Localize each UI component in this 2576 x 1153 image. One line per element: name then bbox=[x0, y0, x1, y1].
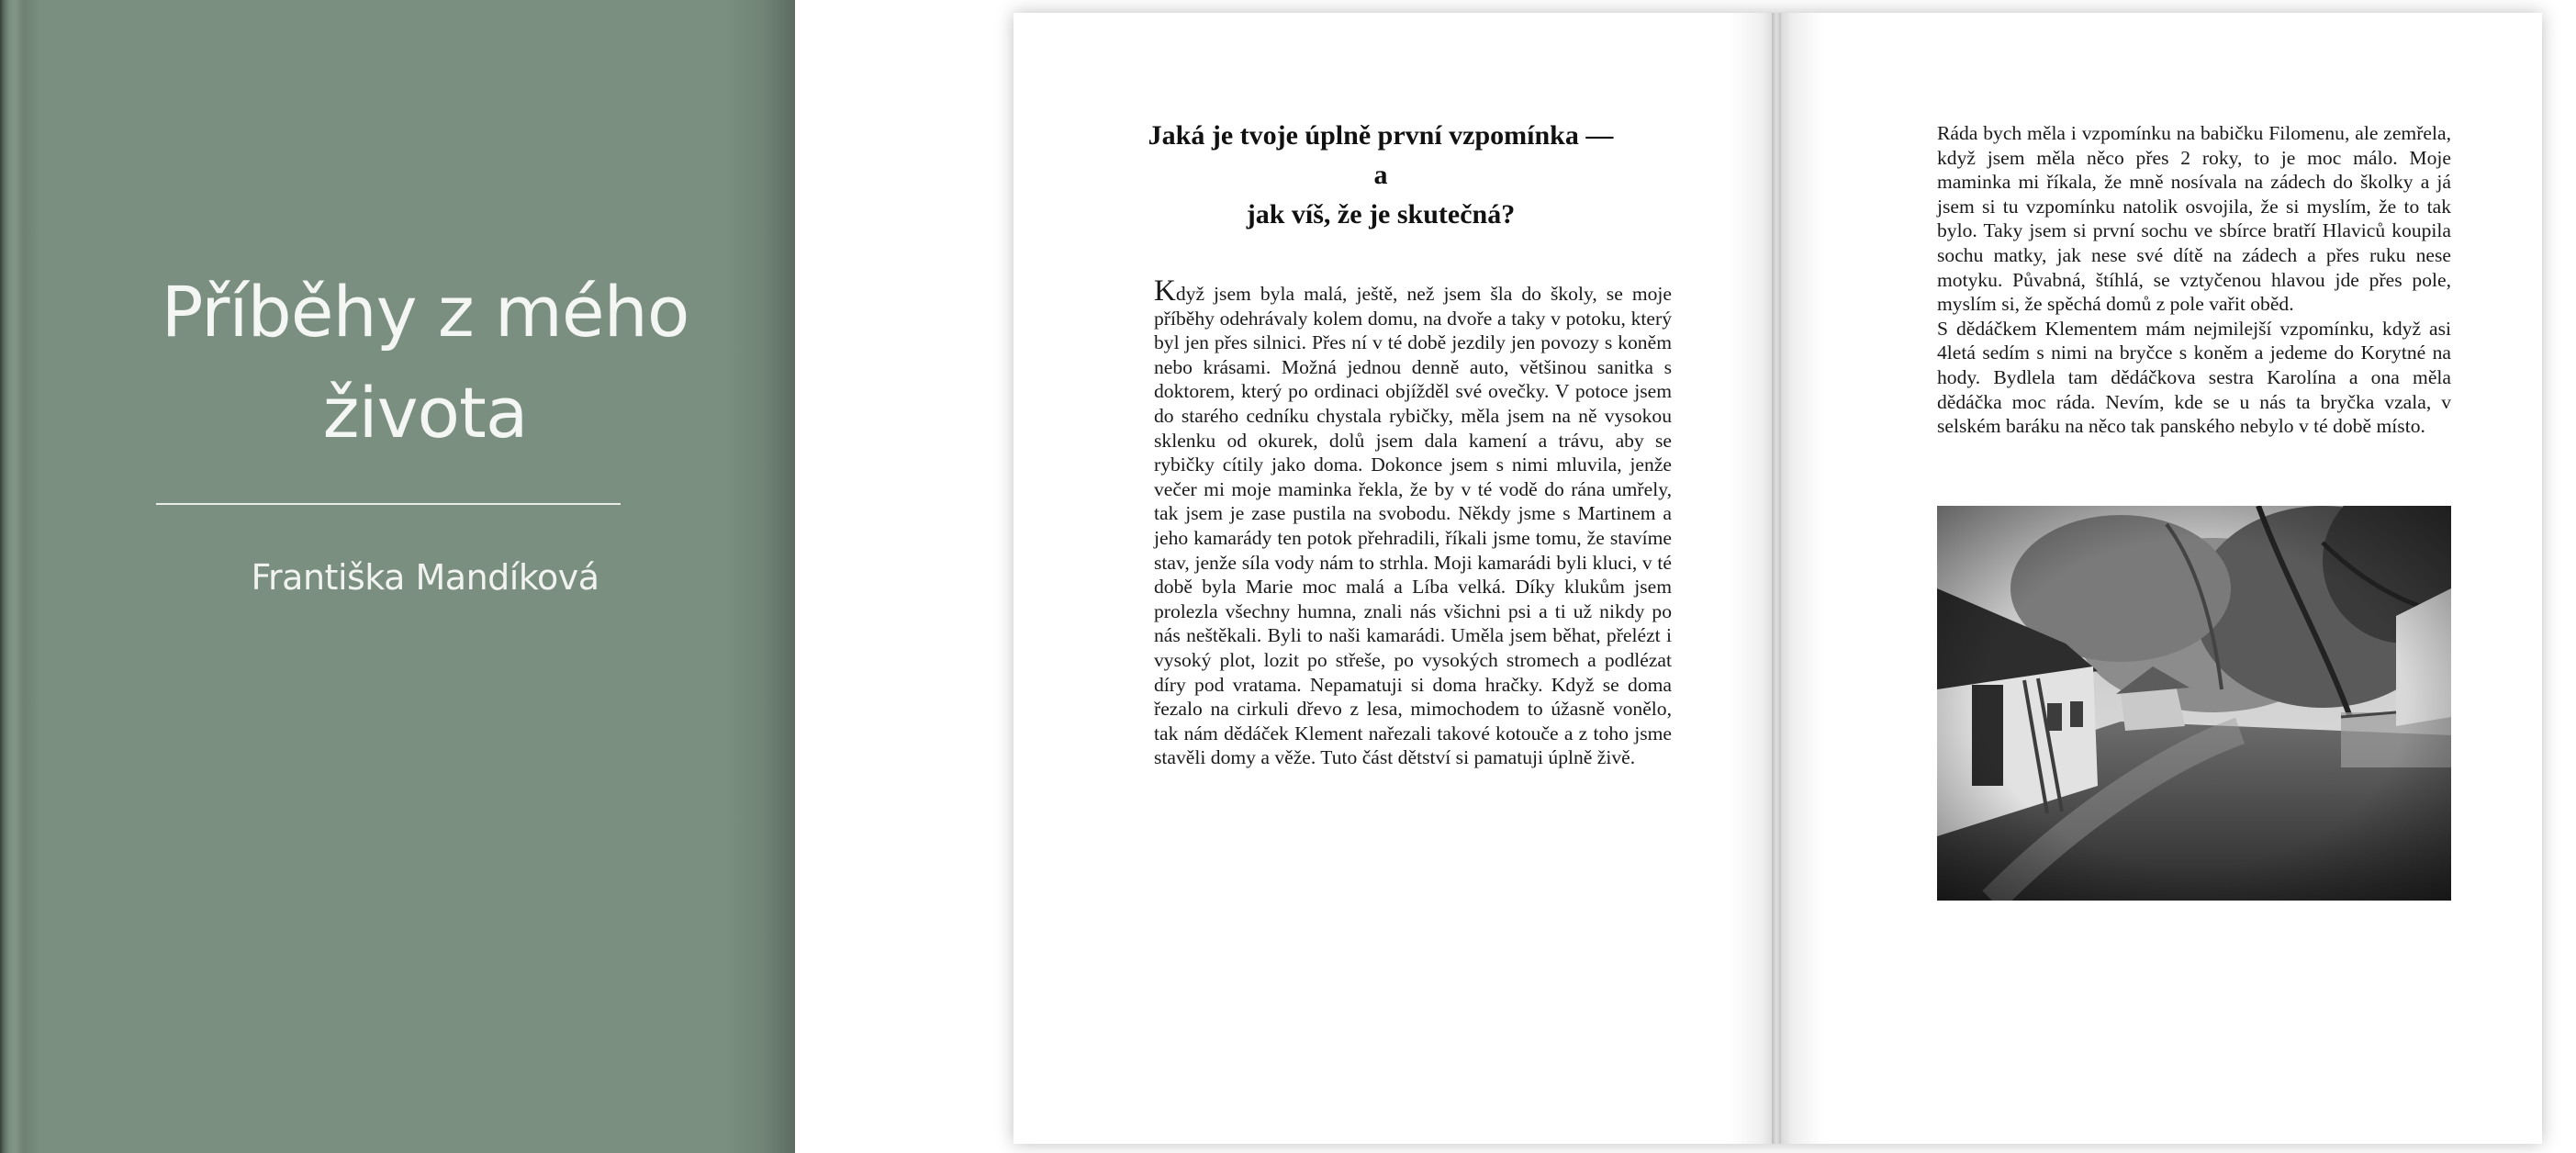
left-page[interactable] bbox=[1014, 13, 1775, 1144]
question-line-1: Jaká je tvoje úplně první vzpomínka — a bbox=[1148, 120, 1614, 190]
book-spread bbox=[1014, 13, 2542, 1144]
cover-title-line-1: Příběhy z mého bbox=[161, 271, 689, 353]
cover-author: Františka Mandíková bbox=[251, 557, 599, 598]
question-heading bbox=[1142, 116, 1619, 234]
cover-title bbox=[55, 262, 795, 464]
question-line-2: jak víš, že je skutečná? bbox=[1246, 199, 1516, 229]
cover-title-line-2: života bbox=[322, 372, 528, 453]
village-courtyard-photo bbox=[1937, 506, 2451, 901]
memory-text bbox=[1937, 121, 2451, 439]
right-page[interactable] bbox=[1779, 13, 2542, 1144]
cover-divider bbox=[156, 503, 621, 505]
memory-paragraph-2: S dědáčkem Klementem mám nejmilejší vzpomínku, když asi 4letá sedím s nimi na bryčce s koněm a jedeme do Korytné na hody. Bydlela tam dědáčkova sestra Karolína a ona měla dědáčka moc ráda. Nevím, kde se u nás ta bryčka vzala, v selském baráku na něco tak panského nebylo v té době místo. bbox=[1937, 317, 2451, 438]
story-body: dyž jsem byla malá, ještě, než jsem šla do školy, se moje příběhy odehrávaly kolem domu, na dvoře a taky v potoku, který byl jen přes silnici. Přes ní v té době jezdily jen povozy s koněm nebo krásami. Možná jednou denně auto, většinou sanitka s doktorem, který po ordinaci objížděl své ovečky. V potoce jsem do starého cedníku chystala rybičky, měla jsem na ně vysokou sklenku od okurek, dolů jsem dala kamení a trávu, aby se rybičky cítily jako doma. Dokonce jsem s nimi mluvila, jenže večer mi moje maminka řekla, že by v té vodě do rána umřely, tak jsem je zase pustila na svobodu. Někdy jsme s Martinem a jeho kamarády ten potok přehradili, říkali jsme tomu, že stavíme stav, jenže síla vody nám to strhla. Moji kamarádi byli kluci, v té době byla Marie moc malá a Líba velká. Díky klukům jsem prolezla všechny humna, znali nás všichni psi a ti už nikdy po nás neštěkali. Byli to naši kamarádi. Uměla jsem běhat, přelézt i vysoký plot, lozit po střeše, po vysokých stromech a podlézat díry pod vratama. Nepamatuji si doma hračky. Když se doma řezalo na cirkuli dřevo z lesa, mimochodem to úžasně vonělo, tak nám dědáček Klement nařezali takové kotouče a z toho jsme stavěli domy a věže. Tuto část dětství si pamatuji úplně živě. bbox=[1154, 283, 1672, 769]
story-text bbox=[1154, 274, 1672, 770]
book-gutter bbox=[1772, 13, 1781, 1144]
drop-cap: K bbox=[1154, 274, 1176, 308]
book-cover[interactable] bbox=[0, 0, 795, 1153]
memory-paragraph-1: Ráda bych měla i vzpomínku na babičku Filomenu, ale zemřela, když jsem měla něco přes 2 roky, to je moc málo. Moje maminka mi říkala, že mně nosívala na zádech do školky a já jsem si tu vzpomínku natolik osvojila, že si myslím, že to tak bylo. Taky jsem si první sochu ve sbírce bratří Hlaviců koupila sochu matky, jak nese své dítě na zádech a přes ruku nese motyku. Půvabná, štíhlá, se vztyčenou hlavou jde přes pole, myslím si, že spěchá domů z pole vařit oběd. bbox=[1937, 122, 2451, 316]
